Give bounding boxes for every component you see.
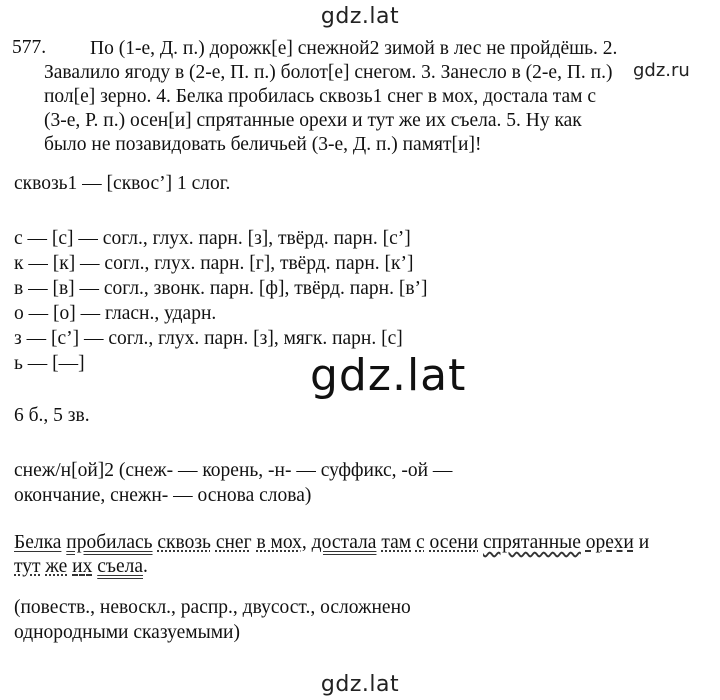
phonetic-summary: 6 б., 5 зв.: [14, 405, 90, 426]
watermark-center: gdz.lat: [310, 350, 467, 401]
exercise-number: 577.: [12, 37, 47, 58]
watermark-side: gdz.ru: [633, 60, 690, 81]
phonetic-header: сквозь1 — [сквос’] 1 слог.: [14, 173, 231, 194]
object-word: орехи: [585, 532, 634, 553]
object-word: их: [72, 556, 93, 577]
watermark-top: gdz.lat: [320, 4, 400, 29]
phonetic-letter-row: ь — [—]: [14, 353, 85, 374]
adverbial-word: осени: [429, 532, 479, 553]
adverbial-word: сквозь: [157, 532, 211, 553]
morphemic-line: снеж/н[ой]2 (снеж- — корень, -н- — суффикс, -ой —: [14, 460, 453, 481]
watermark-bottom: gdz.lat: [320, 672, 400, 697]
adverbial-word: там: [381, 532, 412, 553]
syntax-note-line: однородными сказуемыми): [14, 622, 240, 643]
morphemic-line: окончание, снежн- — основа слова): [14, 485, 312, 506]
exercise-line: По (1-е, Д. п.) дорожк[е] снежной2 зимой в лес не пройдёшь. 2.: [90, 38, 618, 59]
syntax-sentence-line: [14, 531, 649, 555]
exercise-line: Завалило ягоду в (2-е, П. п.) болот[е] снегом. 3. Занесло в (2-е, П. п.): [44, 62, 613, 83]
predicate-word: пробилась: [66, 532, 153, 553]
phonetic-letter-row: в — [в] — согл., звонк. парн. [ф], твёрд. парн. [в’]: [14, 278, 428, 299]
exercise-line: было не позавидовать беличьей (3-е, Д. п.) памят[и]!: [44, 134, 482, 155]
predicate-word: съела: [97, 556, 144, 577]
adverbial-word: тут: [14, 556, 41, 577]
phonetic-letter-row: к — [к] — согл., глух. парн. [г], твёрд. парн. [к’]: [14, 253, 414, 274]
adverbial-word: же: [45, 556, 68, 577]
exercise-line: пол[е] зерно. 4. Белка пробилась сквозь1 снег в мох, достала там с: [44, 86, 597, 107]
predicate-word: достала: [311, 532, 377, 553]
attribute-word: спрятанные: [483, 532, 581, 553]
adverbial-word: в мох,: [256, 532, 307, 553]
adverbial-word: снег: [215, 532, 252, 553]
subject-word: Белка: [14, 532, 62, 553]
phonetic-letter-row: о — [о] — гласн., ударн.: [14, 303, 217, 324]
syntax-sentence-line: [14, 555, 148, 579]
sentence-period: .: [143, 556, 148, 577]
adverbial-word: с: [415, 532, 425, 553]
phonetic-letter-row: з — [с’] — согл., глух. парн. [з], мягк. парн. [с]: [14, 328, 403, 349]
exercise-line: (3-е, Р. п.) осен[и] спрятанные орехи и тут же их съела. 5. Ну как: [44, 110, 582, 131]
phonetic-letter-row: с — [с] — согл., глух. парн. [з], твёрд. парн. [с’]: [14, 228, 411, 249]
syntax-note-line: (повеств., невоскл., распр., двусост., осложнено: [14, 597, 411, 618]
conjunction-word: и: [638, 532, 650, 553]
